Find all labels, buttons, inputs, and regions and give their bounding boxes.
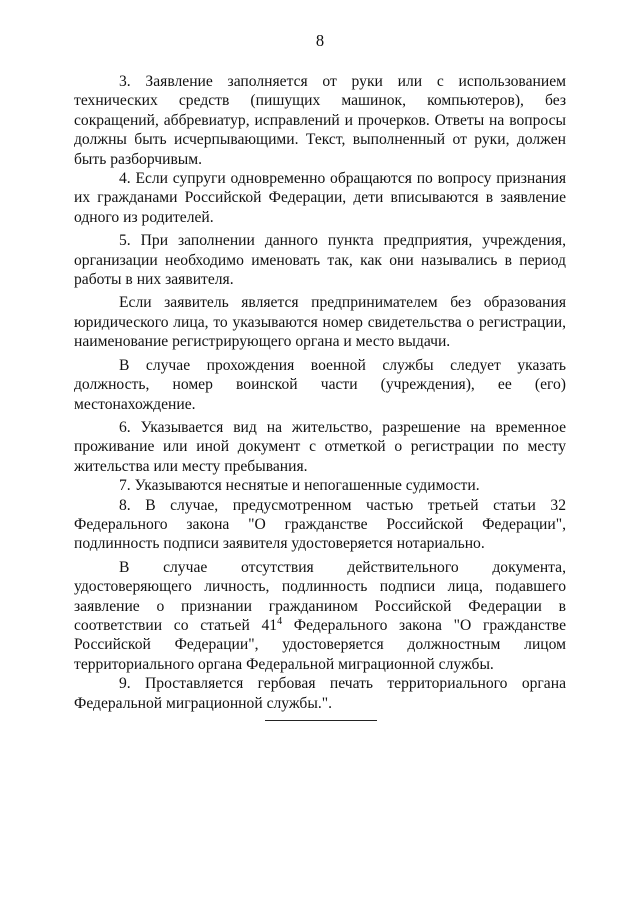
paragraph-item-7: 7. Указываются неснятые и непогашенные судимости. — [119, 477, 480, 495]
paragraph-item-8: 8. В случае, предусмотренном частью третьей статьи 32 Федерального закона "О гражданстве Российской Федерации", подлинность подписи заявителя удостоверяется нотариально. — [74, 496, 566, 553]
paragraph-item-5: 5. При заполнении данного пункта предприятия, учреждения, организации необходимо именовать так, как они назывались в период работы в них заявителя. — [74, 232, 566, 289]
closing-separator-line — [265, 720, 377, 721]
paragraph-item-6: 6. Указывается вид на жительство, разрешение на временное проживание или иной документ с отметкой о регистрации по месту жительства или месту пребывания. — [74, 418, 566, 475]
paragraph-text-before: В случае отсутствия действительного документа, удостоверяющего личность, подлинность подписи лица, подавшего заявление о признании гражданином Российской Федерации в соответствии со статьей 41 — [74, 558, 566, 634]
paragraph-item-4: 4. Если супруги одновременно обращаются по вопросу признания их гражданами Российской Федерации, дети вписываются в заявление одного из родителей. — [74, 170, 566, 226]
paragraph-entrepreneur: Если заявитель является предпринимателем без образования юридического лица, то указываются номер свидетельства о регистрации, наименование регистрирующего органа и место выдачи. — [74, 294, 566, 351]
paragraph-item-3: 3. Заявление заполняется от руки или с использованием технических средств (пишущих машинок, компьютеров), без сокращений, аббревиатур, исправлений и прочерков. Ответы на вопросы должны быть исчерпывающими. Текст, выполненный от руки, должен быть разборчивым. — [74, 73, 566, 168]
paragraph-no-identity-document — [74, 558, 566, 674]
paragraph-military-service: В случае прохождения военной службы следует указать должность, номер воинской части (учреждения), ее (его) местонахождение. — [74, 356, 566, 413]
paragraph-item-9: 9. Проставляется гербовая печать территориального органа Федеральной миграционной службы.". — [74, 675, 566, 712]
paragraph-text-after: Федерального закона "О гражданстве Российской Федерации", удостоверяется должностным лицом территориального органа Федеральной миграционной службы. — [74, 616, 566, 673]
superscript-number: 4 — [277, 615, 283, 627]
page-number: 8 — [315, 31, 325, 50]
document-body — [74, 72, 566, 713]
